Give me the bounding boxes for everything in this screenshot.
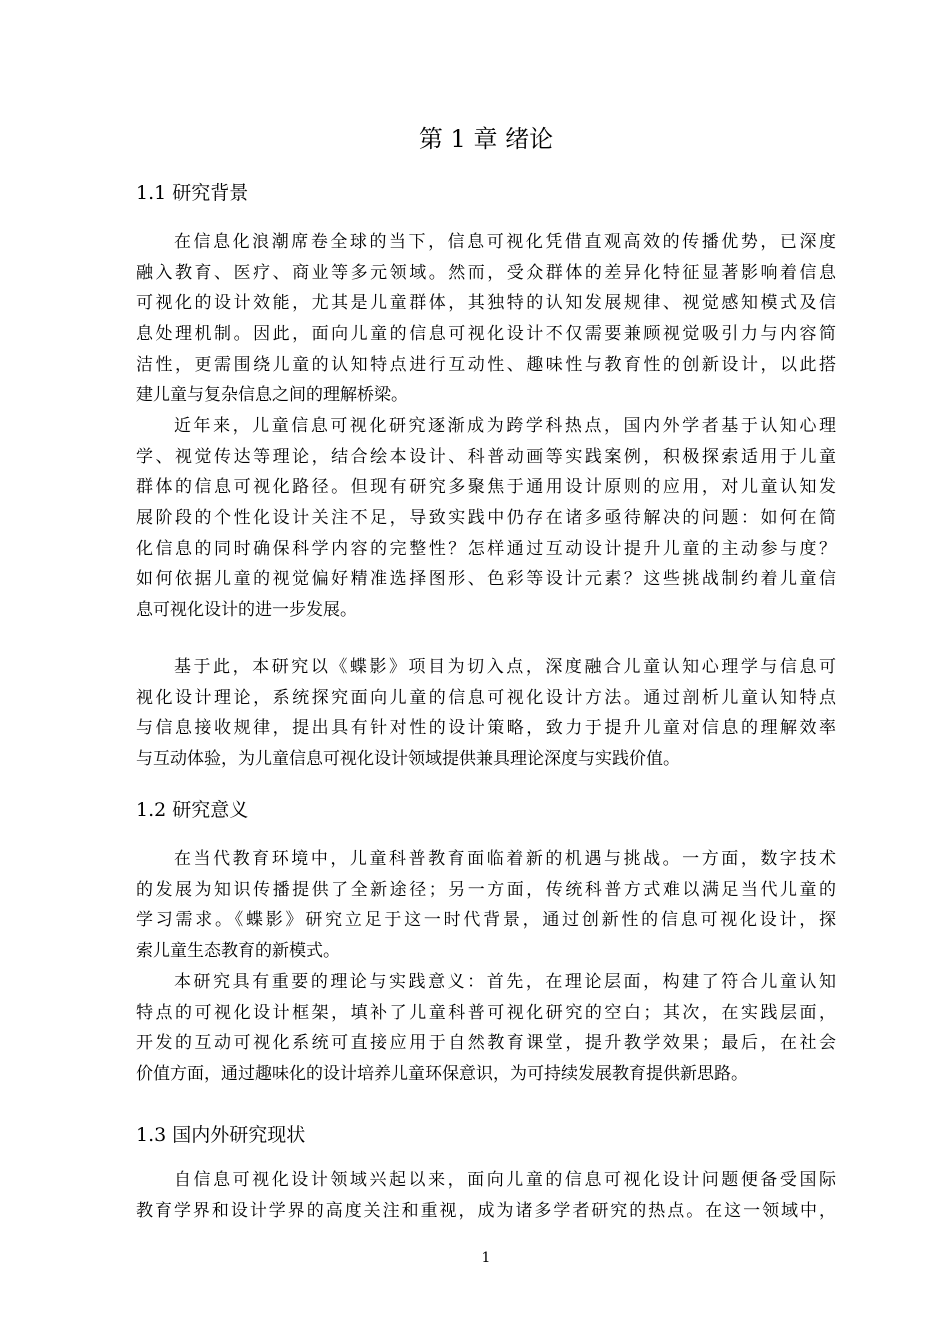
text-line: 与互动体验，为儿童信息可视化设计领域提供兼具理论深度与实践价值。 xyxy=(136,749,680,770)
section-heading-1-1: 1.1 研究背景 xyxy=(136,182,249,204)
paragraph-research-significance-1 xyxy=(136,844,836,967)
text-line: 近年来，儿童信息可视化研究逐渐成为跨学科热点，国内外学者基于认知心理 xyxy=(174,416,836,436)
paragraph-research-background-2 xyxy=(136,411,836,626)
text-line: 开发的互动可视化系统可直接应用于自然教育课堂，提升教学效果；最后，在社会 xyxy=(136,1033,836,1054)
text-line: 教育学界和设计学界的高度关注和重视，成为诸多学者研究的热点。在这一领域中， xyxy=(136,1200,836,1221)
text-line: 化信息的同时确保科学内容的完整性？怎样通过互动设计提升儿童的主动参与度？ xyxy=(136,538,836,559)
text-line: 融入教育、医疗、商业等多元领域。然而，受众群体的差异化特征显著影响着信息 xyxy=(136,262,836,283)
text-line: 学、视觉传达等理论，结合绘本设计、科普动画等实践案例，积极探索适用于儿童 xyxy=(136,446,836,467)
paragraph-research-background-1 xyxy=(136,227,836,411)
text-line: 自信息可视化设计领域兴起以来，面向儿童的信息可视化设计问题便备受国际 xyxy=(174,1170,836,1190)
paragraph-research-background-3 xyxy=(136,652,836,775)
text-line: 特点的可视化设计框架，填补了儿童科普可视化研究的空白；其次，在实践层面， xyxy=(136,1002,836,1023)
text-line: 展阶段的个性化设计关注不足，导致实践中仍存在诸多亟待解决的问题：如何在简 xyxy=(136,508,836,529)
text-line: 学习需求。《蝶影》研究立足于这一时代背景，通过创新性的信息可视化设计，探 xyxy=(136,910,836,931)
text-line: 本研究具有重要的理论与实践意义：首先，在理论层面，构建了符合儿童认知 xyxy=(174,972,836,992)
text-line: 群体的信息可视化路径。但现有研究多聚焦于通用设计原则的应用，对儿童认知发 xyxy=(136,477,836,498)
text-line: 建儿童与复杂信息之间的理解桥梁。 xyxy=(136,385,408,406)
text-line: 索儿童生态教育的新模式。 xyxy=(136,941,340,962)
text-line: 息可视化设计的进一步发展。 xyxy=(136,600,357,621)
text-line: 的发展为知识传播提供了全新途径；另一方面，传统科普方式难以满足当代儿童的 xyxy=(136,879,836,900)
text-line: 视化设计理论，系统探究面向儿童的信息可视化设计方法。通过剖析儿童认知特点 xyxy=(136,687,836,708)
section-heading-1-2: 1.2 研究意义 xyxy=(136,799,249,821)
text-line: 息处理机制。因此，面向儿童的信息可视化设计不仅需要兼顾视觉吸引力与内容简 xyxy=(136,324,836,345)
text-line: 在信息化浪潮席卷全球的当下，信息可视化凭借直观高效的传播优势，已深度 xyxy=(174,232,836,252)
paragraph-research-significance-2 xyxy=(136,967,836,1090)
text-line: 洁性，更需围绕儿童的认知特点进行互动性、趣味性与教育性的创新设计，以此搭 xyxy=(136,354,836,375)
text-line: 在当代教育环境中，儿童科普教育面临着新的机遇与挑战。一方面，数字技术 xyxy=(174,849,836,869)
text-line: 可视化的设计效能，尤其是儿童群体，其独特的认知发展规律、视觉感知模式及信 xyxy=(136,293,836,314)
chapter-title: 第 1 章 绪论 xyxy=(418,125,554,153)
section-heading-1-3: 1.3 国内外研究现状 xyxy=(136,1124,306,1146)
paragraph-research-status-1 xyxy=(136,1165,836,1226)
text-line: 如何依据儿童的视觉偏好精准选择图形、色彩等设计元素？这些挑战制约着儿童信 xyxy=(136,569,836,590)
text-line: 基于此，本研究以《蝶影》项目为切入点，深度融合儿童认知心理学与信息可 xyxy=(174,657,836,677)
text-line: 与信息接收规律，提出具有针对性的设计策略，致力于提升儿童对信息的理解效率 xyxy=(136,718,836,739)
text-line: 价值方面，通过趣味化的设计培养儿童环保意识，为可持续发展教育提供新思路。 xyxy=(136,1064,748,1085)
page-number: 1 xyxy=(481,1250,491,1266)
